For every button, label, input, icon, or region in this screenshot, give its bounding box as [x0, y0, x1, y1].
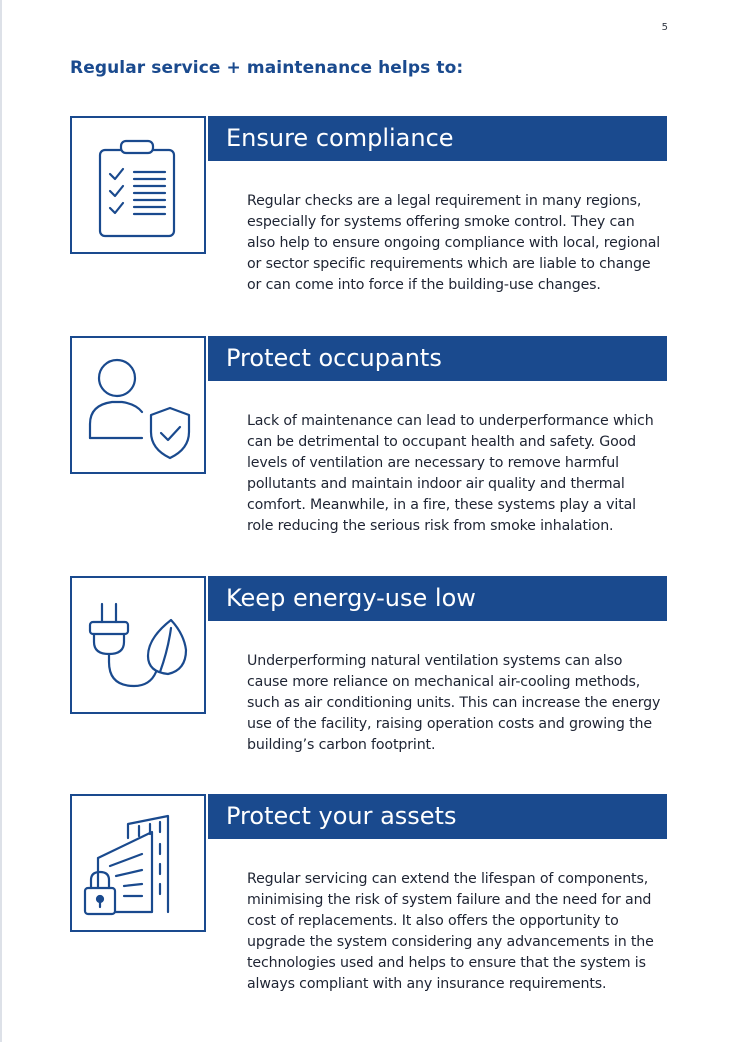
section-body: Lack of maintenance can lead to underperformance which can be detrimental to occupant health and safety. Good levels of ventilation are necessary to remove harmful pollutants and maintain indoor air quality and thermal comfort. Meanwhile, in a fire, these systems play a vital role reducing the serious risk from smoke inhalation. [247, 413, 654, 534]
icon-box-occupants [70, 336, 206, 474]
section-body: Regular checks are a legal requirement in many regions, especially for systems offering smoke control. They can also help to ensure ongoing compliance with local, regional or sector specific requirements which are liable to change or can come into force if the building-use changes. [247, 193, 661, 293]
section-body: Underperforming natural ventilation systems can also cause more reliance on mechanical air-cooling methods, such as air conditioning units. This can increase the energy use of the facility, raising operation costs and growing the building’s carbon footprint. [247, 653, 661, 753]
icon-box-energy [70, 576, 206, 714]
section-title: Protect occupants [208, 336, 667, 381]
section-title: Ensure compliance [208, 116, 667, 161]
icon-box-assets [70, 794, 206, 932]
building-padlock-icon [72, 796, 204, 930]
section-title: Keep energy-use low [208, 576, 667, 621]
clipboard-checklist-icon [72, 118, 204, 252]
person-shield-icon [72, 338, 204, 472]
section-title: Protect your assets [208, 794, 667, 839]
plug-leaf-icon [72, 578, 204, 712]
page-number: 5 [661, 22, 668, 33]
page-left-edge [0, 0, 2, 1042]
intro-heading: Regular service + maintenance helps to: [70, 58, 464, 78]
icon-box-compliance [70, 116, 206, 254]
section-body: Regular servicing can extend the lifespan of components, minimising the risk of system failure and the need for and cost of replacements. It also offers the opportunity to upgrade the system considering any advancements in the technologies used and helps to ensure that the system is always compliant with any insurance requirements. [247, 871, 654, 992]
